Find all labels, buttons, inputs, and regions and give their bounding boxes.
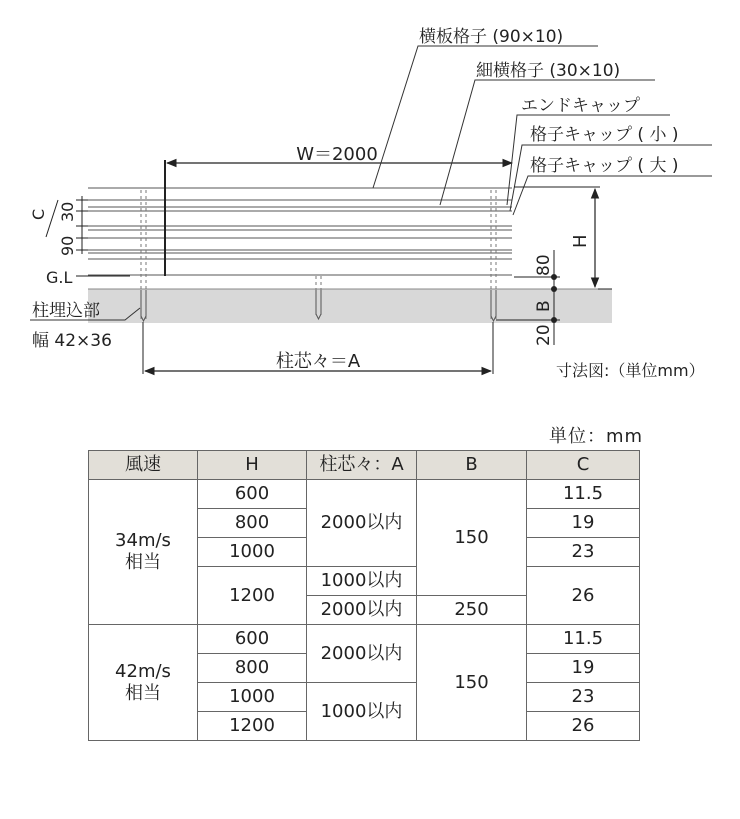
c-label: C	[29, 208, 48, 220]
hosoyoko-label: 細横格子 (30×10)	[476, 61, 621, 81]
spec-table	[88, 450, 640, 741]
h-cell: 800	[198, 509, 307, 538]
a-cell: 2000以内	[307, 596, 417, 625]
c-cell: 19	[527, 654, 640, 683]
h-cell: 1000	[198, 683, 307, 712]
b-cell: 150	[417, 625, 527, 741]
width-label: W＝2000	[296, 144, 378, 165]
h-cell: 800	[198, 654, 307, 683]
wind-value: 42m/s	[115, 660, 171, 682]
b-label: B	[534, 300, 554, 312]
c-cell: 23	[527, 683, 640, 712]
wind-value: 34m/s	[115, 530, 171, 552]
dim80-label: 80	[534, 254, 554, 276]
header-wind: 風速	[89, 451, 198, 480]
dim-dot-2	[551, 286, 557, 292]
header-c: C	[527, 451, 640, 480]
h-cell: 1200	[198, 567, 307, 625]
h-label: H	[570, 234, 591, 248]
dim-dot-3	[551, 317, 557, 323]
wind-cell	[89, 480, 198, 625]
a-cell: 2000以内	[307, 625, 417, 683]
fence-slats	[88, 188, 512, 275]
c-cell: 11.5	[527, 480, 640, 509]
a-cell: 1000以内	[307, 683, 417, 741]
c-cell: 19	[527, 509, 640, 538]
wind-note: 相当	[125, 552, 161, 573]
table-row	[89, 480, 640, 509]
h-cell: 1000	[198, 538, 307, 567]
header-b: B	[417, 451, 527, 480]
caption-label: 寸法図:（単位mm）	[556, 361, 705, 380]
b-cell: 250	[417, 596, 527, 625]
table-row	[89, 625, 640, 654]
yokoita-label: 横板格子 (90×10)	[419, 27, 564, 47]
h-cell: 600	[198, 625, 307, 654]
c-cell: 11.5	[527, 625, 640, 654]
dim90-label: 90	[58, 235, 77, 256]
gl-label: G.L	[46, 268, 73, 287]
a-cell: 1000以内	[307, 567, 417, 596]
c-cell: 23	[527, 538, 640, 567]
header-a: 柱芯々：A	[307, 451, 417, 480]
dim30-label: 30	[58, 201, 77, 222]
cap-small-label: 格子キャップ ( 小 )	[530, 125, 679, 145]
cap-large-label: 格子キャップ ( 大 )	[530, 156, 679, 176]
table-header-row	[89, 451, 640, 480]
dim20-label: 20	[534, 324, 554, 346]
a-cell: 2000以内	[307, 480, 417, 567]
pitch-label: 柱芯々＝A	[275, 351, 361, 372]
wind-note: 相当	[125, 682, 161, 704]
b-cell: 150	[417, 480, 527, 596]
h-cell: 600	[198, 480, 307, 509]
burial-size-label: 幅 42×36	[32, 331, 112, 351]
fence-dimension-diagram	[0, 0, 740, 400]
header-h: H	[198, 451, 307, 480]
wind-cell	[89, 625, 198, 741]
c-cell: 26	[527, 567, 640, 625]
unit-label: 単位：mm	[549, 426, 644, 447]
burial-label: 柱埋込部	[32, 301, 100, 321]
c-cell: 26	[527, 712, 640, 741]
h-cell: 1200	[198, 712, 307, 741]
endcap-label: エンドキャップ	[521, 96, 640, 116]
